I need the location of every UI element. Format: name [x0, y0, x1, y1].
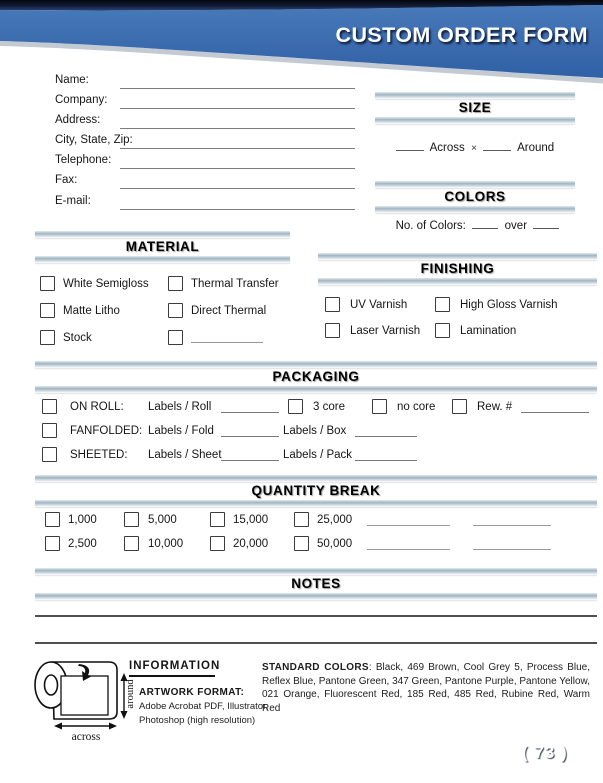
notes-line-2[interactable]: [35, 642, 597, 644]
material-row-1: [40, 276, 290, 293]
labels-per-pack-label: Labels / Pack: [283, 449, 353, 461]
telephone-label: Telephone:: [55, 154, 112, 166]
field-row-city-state-zip: [55, 132, 355, 152]
size-entry-line: [375, 140, 575, 154]
field-row-address: [55, 112, 355, 132]
email-label: E-mail:: [55, 195, 91, 207]
artwork-format-label: ARTWORK FORMAT:: [139, 687, 245, 698]
fax-label: Fax:: [55, 174, 78, 186]
qty-1000-label: 1,000: [68, 514, 97, 526]
size-across-blank[interactable]: [396, 140, 424, 151]
quantity-row-2: [35, 536, 597, 553]
qty-25000-checkbox[interactable]: [294, 512, 309, 527]
colors-header-top-bar: [375, 181, 575, 188]
no-of-colors-label: No. of Colors:: [395, 220, 466, 232]
fanfolded-label: FANFOLDED:: [70, 425, 143, 437]
qty-5000-label: 5,000: [148, 514, 177, 526]
qty-15000-checkbox[interactable]: [210, 512, 225, 527]
telephone-input-line[interactable]: [120, 168, 355, 169]
number-of-colors-line: [375, 218, 580, 232]
material-header-top-bar: [35, 231, 290, 238]
labels-per-box-label: Labels / Box: [283, 425, 347, 437]
across-label: Across: [429, 142, 465, 154]
packaging-title: PACKAGING: [272, 369, 360, 384]
direct-thermal-label: Direct Thermal: [191, 305, 267, 317]
material-section-header: [35, 231, 290, 263]
qty-15000-label: 15,000: [233, 514, 269, 526]
stock-label: Stock: [63, 332, 92, 344]
quantity-row-1: [35, 512, 597, 529]
material-header-bottom-bar: [35, 256, 290, 263]
field-row-name: [55, 72, 355, 92]
field-row-telephone: [55, 152, 355, 172]
lamination-checkbox[interactable]: [435, 323, 450, 338]
colors-over-blank[interactable]: [533, 218, 559, 229]
quantity-header-bottom-bar: [35, 500, 597, 507]
qty-50000-label: 50,000: [317, 538, 353, 550]
stock-checkbox[interactable]: [40, 330, 55, 345]
finishing-header-bottom-bar: [318, 278, 597, 285]
core-3-label: 3 core: [313, 401, 345, 413]
across-diagram-label: across: [71, 731, 101, 743]
finishing-row-2: [325, 323, 597, 340]
qty-10000-checkbox[interactable]: [124, 536, 139, 551]
lamination-label: Lamination: [460, 325, 517, 337]
quantity-break-section-header: [35, 475, 597, 507]
labels-per-roll-label: Labels / Roll: [148, 401, 212, 413]
labels-per-sheet-label: Labels / Sheet: [148, 449, 222, 461]
colors-header-bottom-bar: [375, 206, 575, 213]
name-input-line[interactable]: [120, 88, 355, 89]
around-label: Around: [517, 142, 555, 154]
no-core-label: no core: [397, 401, 436, 413]
qty-50000-checkbox[interactable]: [294, 536, 309, 551]
artwork-format-line-2: Photoshop (high resolution): [139, 714, 256, 726]
material-other-blank[interactable]: [191, 342, 263, 343]
colors-count-blank[interactable]: [472, 218, 498, 229]
high-gloss-varnish-label: High Gloss Varnish: [460, 299, 558, 311]
size-header-top-bar: [375, 92, 575, 99]
packaging-section-header: [35, 361, 597, 393]
matte-litho-checkbox[interactable]: [40, 303, 55, 318]
notes-title: NOTES: [291, 576, 341, 591]
uv-varnish-checkbox[interactable]: [325, 297, 340, 312]
on-roll-checkbox[interactable]: [42, 399, 57, 414]
information-block: [129, 660, 221, 677]
sheeted-label: SHEETED:: [70, 449, 128, 461]
page-title: CUSTOM ORDER FORM: [335, 23, 588, 47]
finishing-header-top-bar: [318, 253, 597, 260]
notes-header-top-bar: [35, 568, 597, 575]
thermal-transfer-checkbox[interactable]: [168, 276, 183, 291]
labels-per-roll-blank[interactable]: [221, 412, 279, 413]
qty-10000-label: 10,000: [148, 538, 184, 550]
standard-colors-label: STANDARD COLORS: [262, 662, 369, 673]
qty-custom-blank-1a[interactable]: [367, 525, 450, 526]
qty-25000-label: 25,000: [317, 514, 353, 526]
laser-varnish-checkbox[interactable]: [325, 323, 340, 338]
rewind-number-blank[interactable]: [521, 412, 589, 413]
qty-5000-checkbox[interactable]: [124, 512, 139, 527]
city-state-zip-label: City, State, Zip:: [55, 134, 133, 146]
thermal-transfer-label: Thermal Transfer: [191, 278, 279, 290]
name-label: Name:: [55, 74, 89, 86]
around-diagram-label: around: [125, 679, 136, 709]
rewind-number-label: Rew. #: [477, 401, 513, 413]
material-row-3: [40, 330, 290, 347]
packaging-header-bottom-bar: [35, 386, 597, 393]
qty-20000-checkbox[interactable]: [210, 536, 225, 551]
white-semigloss-checkbox[interactable]: [40, 276, 55, 291]
notes-header-bottom-bar: [35, 593, 597, 600]
direct-thermal-checkbox[interactable]: [168, 303, 183, 318]
size-header-bottom-bar: [375, 117, 575, 124]
multiply-sign: ×: [471, 143, 477, 154]
field-row-email: [55, 193, 355, 213]
colors-section-header: [375, 181, 575, 213]
high-gloss-varnish-checkbox[interactable]: [435, 297, 450, 312]
email-input-line[interactable]: [120, 209, 355, 210]
size-title: SIZE: [458, 100, 492, 115]
city-state-zip-input-line[interactable]: [120, 148, 355, 149]
address-input-line[interactable]: [120, 128, 355, 129]
labels-per-sheet-blank[interactable]: [221, 460, 279, 461]
finishing-section-header: [318, 253, 597, 285]
field-row-fax: [55, 172, 355, 192]
artwork-format-line-1: Adobe Acrobat PDF, Illustrator,: [139, 701, 269, 712]
qty-20000-label: 20,000: [233, 538, 269, 550]
no-core-checkbox[interactable]: [372, 399, 387, 414]
notes-section-header: [35, 568, 597, 600]
uv-varnish-label: UV Varnish: [350, 299, 408, 311]
labels-per-pack-blank[interactable]: [355, 460, 417, 461]
qty-2500-label: 2,500: [68, 538, 97, 550]
qty-1000-checkbox[interactable]: [45, 512, 60, 527]
material-other-checkbox[interactable]: [168, 330, 183, 345]
finishing-title: FINISHING: [420, 261, 495, 276]
information-heading: INFORMATION: [129, 660, 215, 677]
company-input-line[interactable]: [120, 108, 355, 109]
address-label: Address:: [55, 114, 101, 126]
packaging-on-roll-row: [35, 399, 597, 416]
core-3-checkbox[interactable]: [288, 399, 303, 414]
fax-input-line[interactable]: [120, 188, 355, 189]
quantity-header-top-bar: [35, 475, 597, 482]
material-row-2: [40, 303, 290, 320]
laser-varnish-label: Laser Varnish: [350, 325, 421, 337]
qty-custom-blank-2b[interactable]: [473, 549, 551, 550]
quantity-break-title: QUANTITY BREAK: [251, 483, 381, 498]
on-roll-label: ON ROLL:: [70, 401, 124, 413]
qty-2500-checkbox[interactable]: [45, 536, 60, 551]
packaging-sheeted-row: [35, 447, 597, 464]
company-label: Company:: [55, 94, 108, 106]
colors-title: COLORS: [444, 189, 506, 204]
labels-per-fold-blank[interactable]: [221, 436, 279, 437]
packaging-header-top-bar: [35, 361, 597, 368]
material-title: MATERIAL: [125, 239, 200, 254]
labels-per-fold-label: Labels / Fold: [148, 425, 214, 437]
sheeted-checkbox[interactable]: [42, 447, 57, 462]
qty-custom-blank-1b[interactable]: [473, 525, 551, 526]
rewind-checkbox[interactable]: [452, 399, 467, 414]
size-section-header: [375, 92, 575, 124]
over-label: over: [504, 220, 528, 232]
matte-litho-label: Matte Litho: [63, 305, 120, 317]
standard-colors-list: : Black, 469 Brown, Cool Grey 5, Process Blue, Reflex Blue, Pantone Green, 347 Green, Pantone Purple, Pantone Yellow, 021 Orange, Fluorescent Red, 185 Red, 485 Red, Rubine Red, Warm Red: [262, 662, 591, 714]
field-row-company: [55, 92, 355, 112]
finishing-row-1: [325, 297, 597, 314]
labels-per-box-blank[interactable]: [355, 436, 417, 437]
footer-swoosh-graphic: [0, 707, 603, 783]
qty-custom-blank-2a[interactable]: [367, 549, 450, 550]
size-around-blank[interactable]: [483, 140, 511, 151]
white-semigloss-label: White Semigloss: [63, 278, 149, 290]
page-number: ( 73 ): [522, 743, 568, 762]
notes-line-1[interactable]: [35, 615, 597, 617]
packaging-fanfolded-row: [35, 423, 597, 440]
fanfolded-checkbox[interactable]: [42, 423, 57, 438]
